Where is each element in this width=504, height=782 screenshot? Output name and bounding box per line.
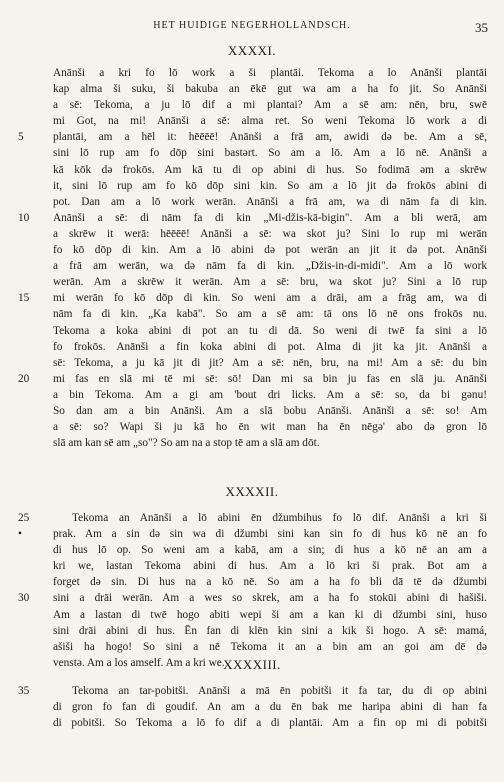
text-line [0, 387, 504, 403]
text-line [0, 113, 504, 129]
line-text: Tekoma an tar-pobitši. Anānši a mā ēn pobitši it fa tar, du di op abini [72, 685, 487, 697]
line-number: • [18, 528, 22, 541]
line-text: mi Got, na mi! Anānši a sē: alma ret. So weni Tekoma lō work a di [53, 115, 487, 128]
line-text: Am a lastan di twē hogo abiti wepi ši am a kan ki di džumbi sini, huso [53, 608, 487, 621]
section-lines [0, 683, 504, 731]
text-line [0, 355, 504, 371]
text-line [0, 623, 504, 639]
text-line [0, 323, 504, 339]
text-line [0, 226, 504, 242]
text-line [0, 607, 504, 623]
text-line [0, 97, 504, 113]
running-head: HET HUIDIGE NEGERHOLLANDSCH. [153, 20, 351, 31]
line-text: So dan am a bin Anānši. Am a slā bobu Anānši. Anānši a sē: so! Am [53, 404, 487, 417]
text-line [0, 129, 504, 145]
text-line [0, 178, 504, 194]
line-text: sē: Tekoma, a ju kā jit di jit? Am a sē: nēn, bru, na mi! Am a sē: du bin [53, 356, 487, 369]
line-number: 15 [18, 292, 30, 305]
text-line [0, 419, 504, 435]
line-text: di hus lō op. So weni am a kabā, am a sin; di hus a kō nē an am a [53, 544, 487, 557]
text-line [0, 542, 504, 558]
section-43 [0, 657, 504, 731]
text-line [0, 290, 504, 306]
text-line [0, 574, 504, 590]
line-text: prak. Am a sin də sin wa di džumbi sini kan sin fo di hus kō nē an fo [53, 528, 487, 541]
line-number: 5 [18, 131, 24, 144]
line-text: pot. Dan am a lō work werān. Anānši a frā am, wa di nām fa di kin. [53, 195, 487, 208]
line-text: di pobitši. So Tekoma a lō fo dif a di plantāi. Am a fin op mi di pobitši [53, 717, 487, 730]
line-text: fo kō dōp di kin. Am a lō abini də pot werān an jit it də pot. Anānši [53, 244, 487, 257]
line-number: 35 [18, 685, 30, 697]
line-text: kap alma ši suku, ši bakuba an ēkē gut wa am a ha fo jit. So Anānši [53, 83, 487, 96]
text-line [0, 590, 504, 606]
line-text: mi fas en slā mi tē mi sē: sō! Dan mi sa bin ju fas en slā ju. Anānši [53, 372, 487, 385]
text-line [0, 371, 504, 387]
text-line [0, 162, 504, 178]
text-line [0, 435, 504, 451]
line-text: sini a drāi werān. Am a wes so skrek, am a ha fo stokūi abini di hašiši. [53, 592, 487, 605]
text-line [0, 306, 504, 322]
line-text: Anānši a sē: di nām fa di kin „Mi-džis-kā-bigin". Am a bli werā, am [53, 211, 487, 224]
line-text: plantāi, am a hēl it: hēēēē! Anānši a frā am, awidi də be. Am a sē, [53, 131, 487, 144]
line-text: kri we, lastan Tekoma abini di hus. Am a lō kri ši prak. Bot am a [53, 560, 487, 573]
section-lines [0, 510, 504, 671]
text-line [0, 715, 504, 731]
text-line [0, 65, 504, 81]
line-text: ašiši ha hogo! So sini a nē Tekoma it an a bin am an goi am dē də [53, 640, 487, 653]
section-title: XXXXI. [227, 43, 277, 58]
page-number: 35 [475, 20, 488, 35]
line-text: Tekoma an Anānši a lō abini ēn džumbihus fo lō dif. Anānši a kri ši [72, 512, 487, 524]
text-line [0, 194, 504, 210]
text-line [0, 510, 504, 526]
text-line [0, 558, 504, 574]
section-41 [0, 43, 504, 451]
text-line [0, 258, 504, 274]
line-text: di gron fo fan di goudif. An am a du ēn bak me haripa abini di han fa [53, 701, 487, 714]
text-line [0, 210, 504, 226]
line-text: forget də sin. Di hus na a kō nē. So am a ha fo bli dā tē də džumbi [53, 576, 487, 589]
line-text: a skrēw it werā: hēēēē! Anānši a sē: wa skot ju? Sini lo rup mi werān [53, 227, 487, 240]
line-text: fo frokōs. Anānši a fin koka abini di pot. Alma di jit ka jit. Anānši a [53, 340, 487, 353]
line-text: a sē: Tekoma, a ju lō dif a mi plantai? Am a sē am: nēn, bru, swē [53, 99, 487, 112]
line-number: 10 [18, 211, 30, 224]
text-line [0, 699, 504, 715]
line-number: 25 [18, 512, 30, 524]
text-line [0, 639, 504, 655]
line-text: a frā am werān, wa də nām fa di kin. „Džis-in-di-midi". Am a lō work [53, 260, 487, 273]
line-text: a sē: so? Wapi ši ju kā ho ēn wit man ha ēn nēgə' abo də gron lō [53, 421, 487, 434]
line-text: it, sini lō rup am fo kō dōp sini kin. So am a lō jit də frokōs abini di [53, 179, 487, 192]
line-text: nām fa di kin. „Ka kabā". So am a sē am: tā ons lō nē ons frokōs nu. [53, 308, 487, 321]
section-title: XXXXIII. [223, 657, 281, 672]
line-text: sini drāi abini di hus. Ēn fan di klēn kin sini a kik ši hogo. A sē: mamá, [53, 624, 487, 637]
text-line [0, 339, 504, 355]
line-text: werān. Am a skrēw it werān. Am a sē: bru, wa skot ju? Sini a lō rup [53, 276, 487, 289]
line-number: 30 [18, 592, 30, 605]
line-text: mi werān fo kō dōp di kin. So weni am a drāi, am a frāg am, wa di [53, 292, 487, 305]
line-text: Tekoma a koka abini di pot an tu di dā. So weni di twē fa sini a lō [53, 324, 487, 337]
text-line [0, 403, 504, 419]
line-text: slā am kan sē am „so"? So am na a stop tē am a slā am dōt. [53, 437, 320, 450]
line-text: sini lō rup am fo dōp sini bastərt. So am a lō. Am a lō nē. Anānši a [53, 147, 487, 160]
line-text: venstə. Am a los amself. Am a kri we. [53, 656, 225, 669]
section-42 [0, 484, 504, 671]
text-line [0, 145, 504, 161]
line-text: a bin Tekoma. Am a gi am 'bout dri licks. Am a sē: so, da bi gənu! [53, 388, 487, 401]
text-line [0, 81, 504, 97]
text-line [0, 242, 504, 258]
text-line [0, 683, 504, 699]
text-line [0, 526, 504, 542]
line-text: Anānši a kri fo lō work a ši plantāi. Tekoma a lo Anānši plantāi [53, 67, 487, 79]
section-title: XXXXII. [225, 484, 279, 499]
line-text: kā kōk də frokōs. Am kā tu di op abini di hus. So fodimā əm a skrēw [53, 163, 487, 176]
text-line [0, 274, 504, 290]
section-lines [0, 65, 504, 451]
line-number: 20 [18, 372, 30, 385]
